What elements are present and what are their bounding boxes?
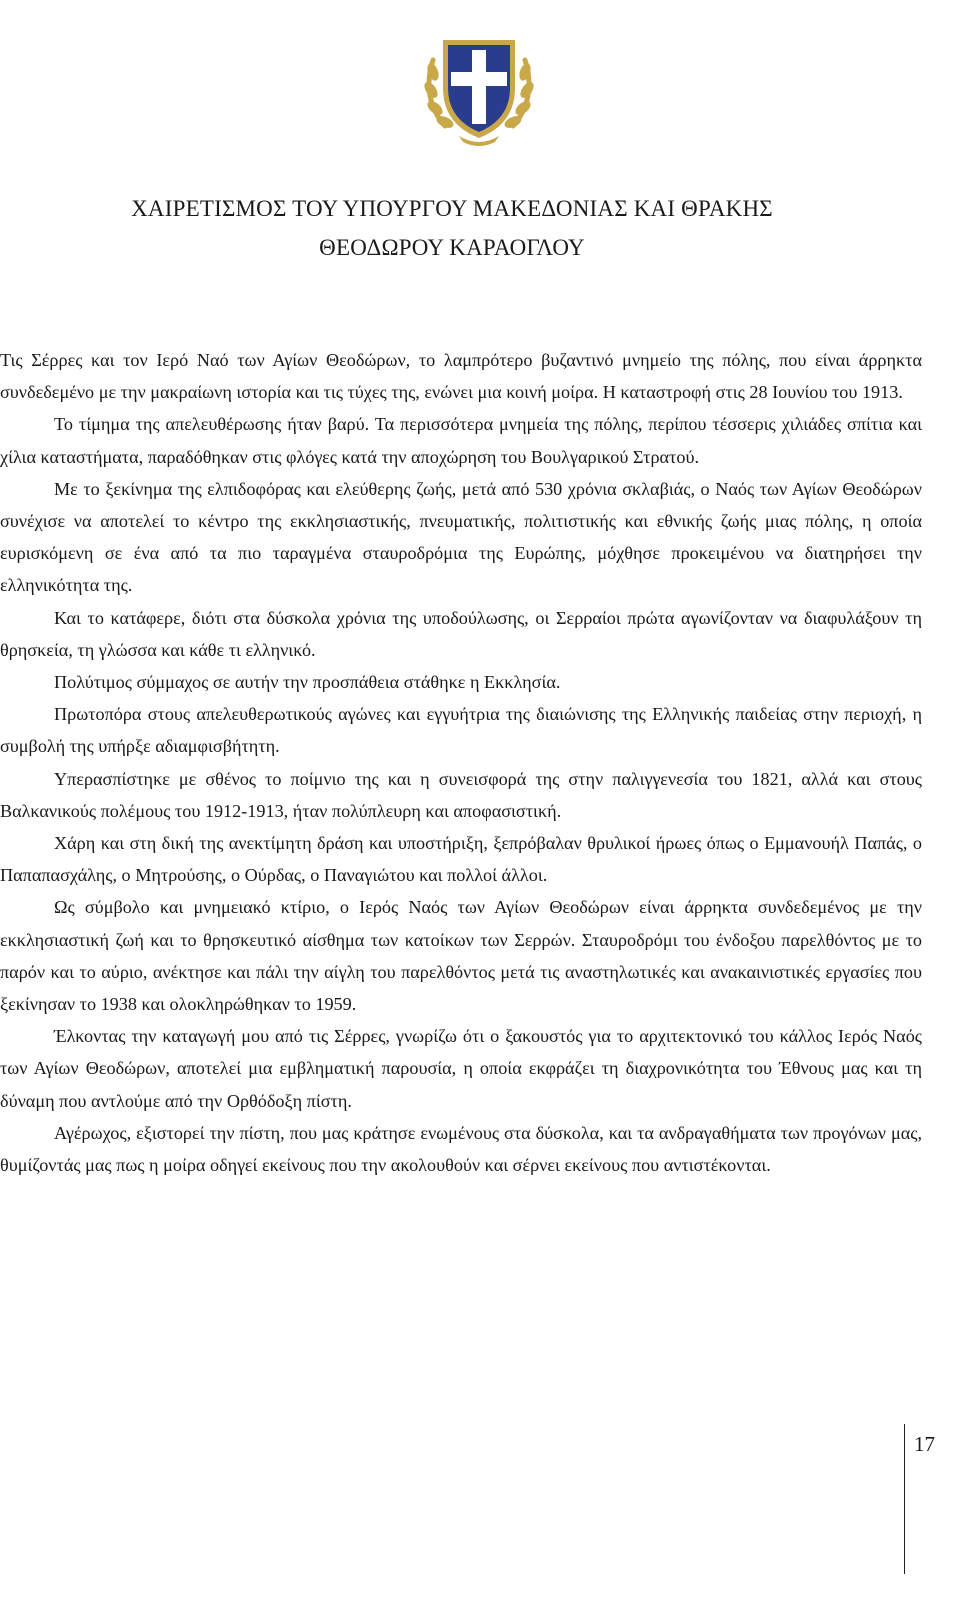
paragraph-5: Πολύτιμος σύμμαχος σε αυτήν την προσπάθεια στάθηκε η Εκκλησία. [54,672,561,693]
page-number-divider [904,1424,905,1574]
paragraph-8: Χάρη και στη δική της ανεκτίμητη δράση και υποστήριξη, ξεπρόβαλαν θρυλικοί ήρωες όπως ο Εμμανουήλ Παπάς, ο Παπαπασχάλης, ο Μητρούσης, ο Ούρδας, ο Παναγιώτου και πολλοί άλλοι. [0,833,922,886]
document-title-line-2: ΘΕΟΔΩΡΟΥ ΚΑΡΑΟΓΛΟΥ [319,235,585,260]
page-number: 17 [914,1432,935,1456]
paragraph-2: Το τίμημα της απελευθέρωσης ήταν βαρύ. Τα περισσότερα μνημεία της πόλης, περίπου τέσσερις χιλιάδες σπίτια και χίλια καταστήματα, παραδόθηκαν στις φλόγες κατά την αποχώρηση του Βουλγαρικού Στρατού. [0,414,922,467]
body-text [0,344,922,1181]
paragraph-7: Υπερασπίστηκε με σθένος το ποίμνιο της και η συνεισφορά της στην παλιγγενεσία του 1821, αλλά και στους Βαλκανικούς πολέμους του 1912-1913, ήταν πολύπλευρη και αποφασιστική. [0,768,922,821]
paragraph-3: Με το ξεκίνημα της ελπιδοφόρας και ελεύθερης ζωής, μετά από 530 χρόνια σκλαβιάς, ο Ναός των Αγίων Θεοδώρων συνέχισε να αποτελεί το κέντρο της εκκλησιαστικής, πνευματικής, πολιτιστικής και εθνικής ζωής μιας πόλης, η οποία ευρισκόμενη σε ένα από τα πιο ταραγμένα σταυροδρόμια της Ευρώπης, μόχθησε προκειμένου να διατηρήσει την ελληνικότητα της. [0,478,922,596]
paragraph-4: Και το κατάφερε, διότι στα δύσκολα χρόνια της υποδούλωσης, οι Σερραίοι πρώτα αγωνίζονταν να διαφυλάξουν τη θρησκεία, τη γλώσσα και κάθε τι ελληνικό. [0,607,922,660]
paragraph-6: Πρωτοπόρα στους απελευθερωτικούς αγώνες και εγγυήτρια της διαιώνισης της Ελληνικής παιδείας στην περιοχή, η συμβολή της υπήρξε αδιαμφισβήτητη. [0,704,922,757]
paragraph-11: Αγέρωχος, εξιστορεί την πίστη, που μας κράτησε ενωμένους στα δύσκολα, και τα ανδραγαθήματα των προγόνων μας, θυμίζοντάς μας πως η μοίρα οδηγεί εκείνους που την ακολουθούν και σέρνει εκείνους που αντιστέκονται. [0,1122,922,1176]
document-title-line-1: ΧΑΙΡΕΤΙΣΜΟΣ ΤΟΥ ΥΠΟΥΡΓΟΥ ΜΑΚΕΔΟΝΙΑΣ ΚΑΙ ΘΡΑΚΗΣ [131,196,773,221]
greek-state-emblem-icon [419,26,539,150]
paragraph-1: Τις Σέρρες και τον Ιερό Ναό των Αγίων Θεοδώρων, το λαμπρότερο βυζαντινό μνημείο της πόλης, που είναι άρρηκτα συνδεδεμένο με την μακραίωνη ιστορία και τις τύχες της, ενώνει μια κοινή μοίρα. Η καταστροφή στις 28 Ιουνίου του 1913. [0,350,922,403]
paragraph-10: Έλκοντας την καταγωγή μου από τις Σέρρες, γνωρίζω ότι ο ξακουστός για το αρχιτεκτονικό του κάλλος Ιερός Ναός των Αγίων Θεοδώρων, αποτελεί μια εμβληματική παρουσία, η οποία εκφράζει τη διαχρονικότητα του Έθνους μας και τη δύναμη που αντλούμε από την Ορθόδοξη πίστη. [0,1026,922,1111]
paragraph-9: Ως σύμβολο και μνημειακό κτίριο, ο Ιερός Ναός των Αγίων Θεοδώρων είναι άρρηκτα συνδεδεμένος με την εκκλησιαστική ζωή και το θρησκευτικό αίσθημα των κατοίκων των Σερρών. Σταυροδρόμι του ένδοξου παρελθόντος με το παρόν και το αύριο, ανέκτησε και πάλι την αίγλη του παρελθόντος μετά τις αναστηλωτικές και ανακαινιστικές εργασίες που ξεκίνησαν το 1938 και ολοκληρώθηκαν το 1959. [0,897,922,1015]
